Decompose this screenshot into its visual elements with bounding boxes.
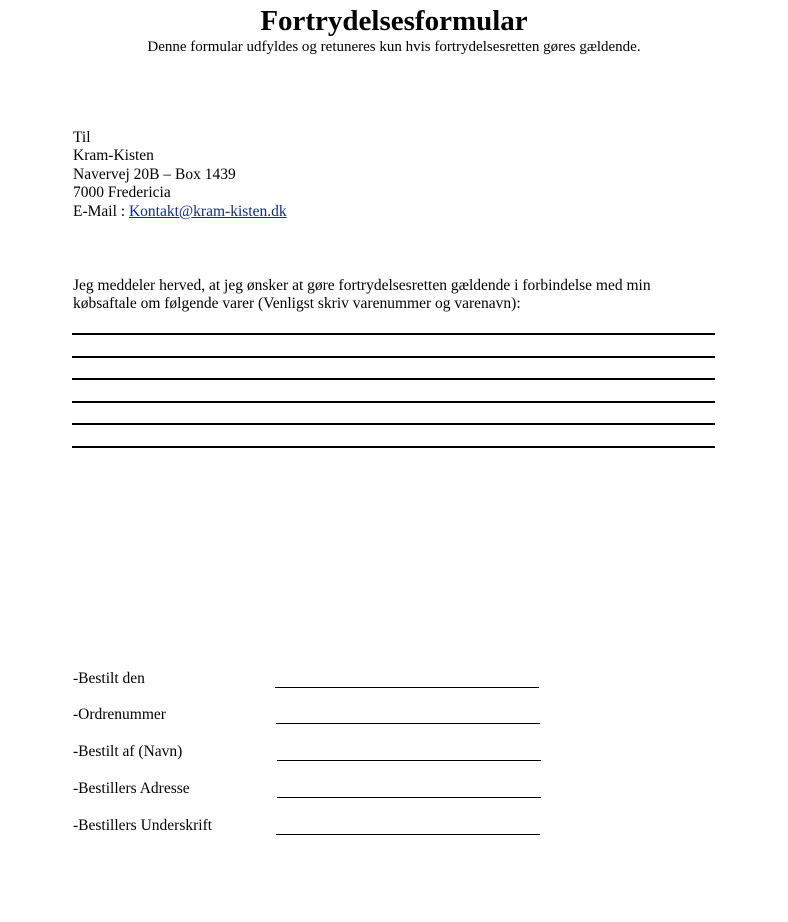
recipient-email-label: E-Mail : xyxy=(73,202,129,220)
item-entry-line[interactable] xyxy=(72,333,715,335)
page-title: Fortrydelsesformular xyxy=(260,5,528,37)
ordered-date-label: -Bestilt den xyxy=(73,670,145,687)
item-entry-line[interactable] xyxy=(72,401,715,403)
order-number-line[interactable] xyxy=(276,723,540,724)
recipient-email-row xyxy=(73,203,287,221)
orderer-address-line[interactable] xyxy=(277,797,541,798)
item-entry-line[interactable] xyxy=(72,446,715,448)
recipient-company: Kram-Kisten xyxy=(73,147,154,165)
recipient-address xyxy=(73,129,287,221)
recipient-street: Navervej 20B – Box 1439 xyxy=(73,165,236,183)
order-number-label: -Ordrenummer xyxy=(73,706,166,723)
recipient-city: 7000 Fredericia xyxy=(73,184,171,202)
recipient-to-label: Til xyxy=(73,129,91,146)
page-subtitle: Denne formular udfyldes og retuneres kun hvis fortrydelsesretten gøres gældende. xyxy=(147,39,641,55)
ordered-date-line[interactable] xyxy=(275,687,539,688)
item-entry-line[interactable] xyxy=(72,378,715,380)
orderer-name-line[interactable] xyxy=(277,760,541,761)
item-entry-line[interactable] xyxy=(72,423,715,425)
orderer-name-label: -Bestilt af (Navn) xyxy=(73,743,183,760)
orderer-address-label: -Bestillers Adresse xyxy=(73,780,190,797)
recipient-email-link[interactable]: Kontakt@kram-kisten.dk xyxy=(128,202,287,220)
orderer-signature-label: -Bestillers Underskrift xyxy=(73,817,213,834)
item-entry-line[interactable] xyxy=(72,356,715,358)
withdrawal-statement: Jeg meddeler herved, at jeg ønsker at gøre fortrydelsesretten gældende i forbindelse med min købsaftale om følgende varer (Venligst skriv varenummer og varenavn): xyxy=(73,277,651,313)
orderer-signature-line[interactable] xyxy=(276,834,540,835)
